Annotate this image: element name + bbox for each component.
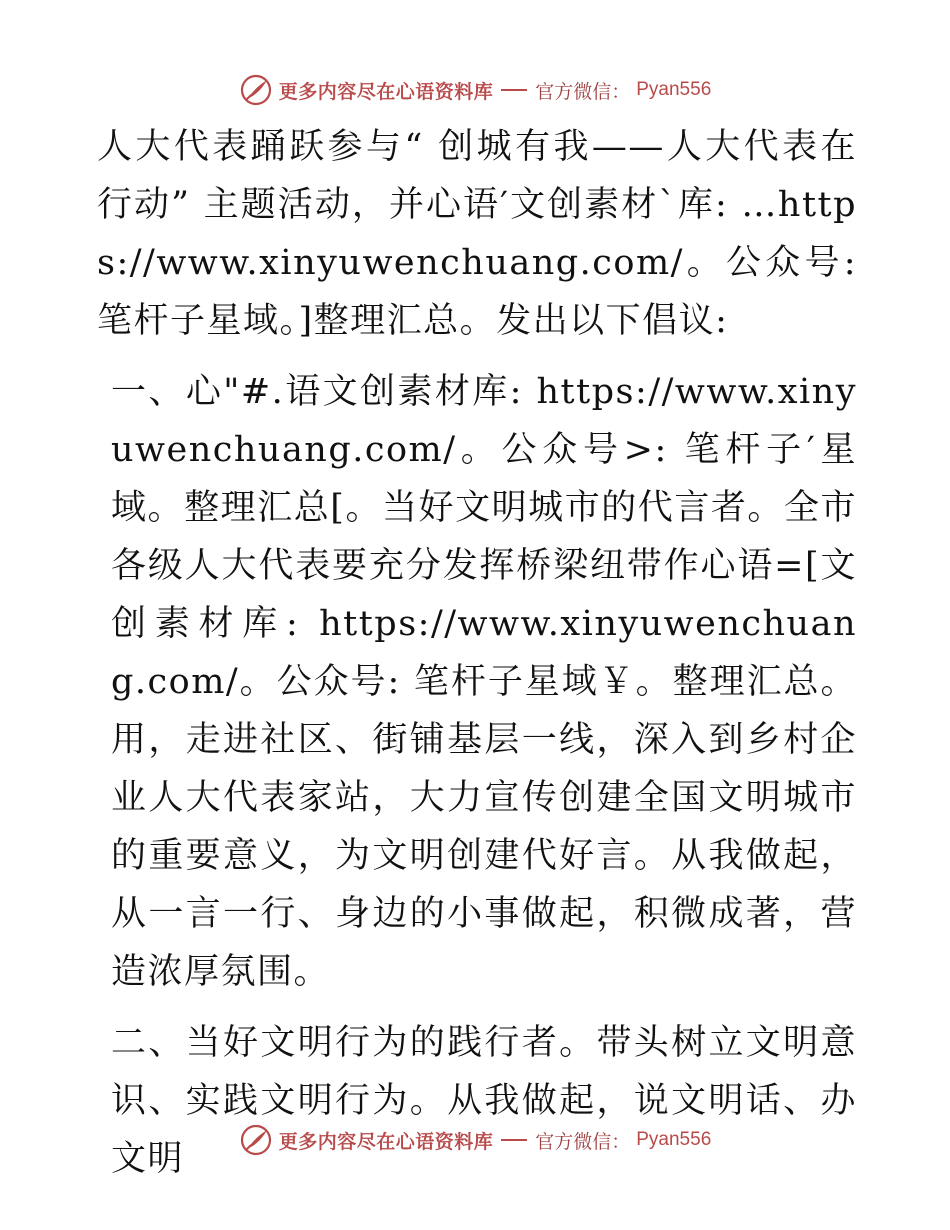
banner-wechat-label: 官方微信：	[535, 1130, 631, 1153]
banner-divider	[501, 89, 527, 91]
banner-wechat-label: 官方微信：	[535, 80, 631, 103]
header-banner	[0, 70, 950, 110]
paragraph-item-two: 二、当好文明行为的践行者。带头树立文明意识、实践文明行为。从我做起，说文明话、办文明	[111, 1023, 857, 1179]
paragraph-item-one: 一、心"#.语文创素材库: https://www.xinyuwenchuang.com/。公众号>: 笔杆子′星域。整理汇总[。当好文明城市的代言者。全市各级人大代表要充分发挥桥梁纽带作心语=[文创素材库: https://www.xinyuwenchuang.com/。公众号: 笔杆子星域￥。整理汇总。用，走进社区、街铺基层一线，深入到乡村企业人大代表家站，大力宣传创建全国文明城市的重要意义，为文明创建代好言。从我做起，从一言一行、身边的小事做起，积微成著，营造浓厚氛围。	[111, 372, 857, 992]
quill-logo-icon	[239, 73, 273, 107]
banner-wechat-id: Pyan556	[636, 1129, 712, 1150]
footer-banner	[0, 1120, 950, 1160]
banner-brand-text: 更多内容尽在心语资料库	[278, 80, 494, 103]
paragraph-intro: 人大代表踊跃参与“ 创城有我——人大代表在行动” 主题活动，并心语′文创素材`库: …https://www.xinyuwenchuang.com/。公众号: 笔杆子星域。]整理汇总。发出以下倡议:	[97, 127, 857, 341]
document-body	[97, 118, 857, 1188]
banner-divider	[501, 1139, 527, 1141]
banner-wechat-id: Pyan556	[636, 79, 712, 100]
quill-logo-icon	[239, 1123, 273, 1157]
banner-brand-text: 更多内容尽在心语资料库	[278, 1130, 494, 1153]
